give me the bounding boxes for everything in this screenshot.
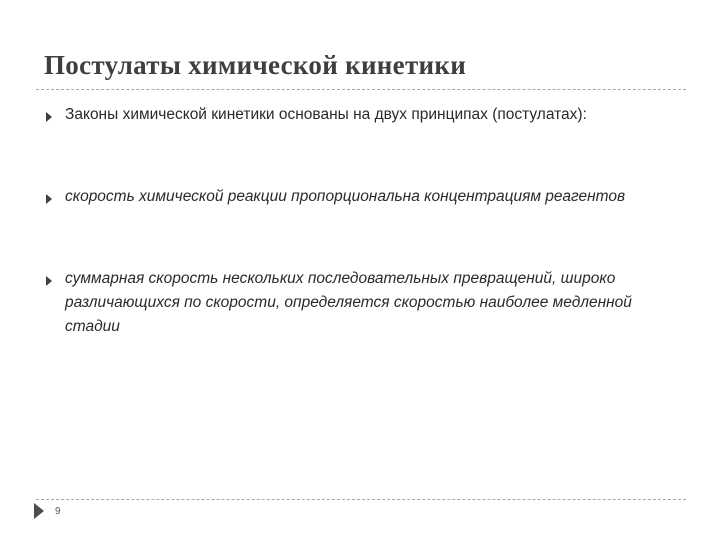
page-number: 9 [55,506,61,517]
bullet-text: Законы химической кинетики основаны на двух принципах (постулатах): [65,106,587,123]
bullet-text: суммарная скорость нескольких последовательных превращений, широко различающихся по скорости, определяется скоростью наиболее медленной стадии [65,270,632,335]
corner-triangle-icon [34,503,44,519]
bullet-text: скорость химической реакции пропорциональна концентрациям реагентов [65,188,626,205]
slide-title: Постулаты химической кинетики [44,50,467,80]
bullet-triangle-icon [46,194,52,204]
bullet-triangle-icon [46,112,52,122]
bullet-triangle-icon [46,276,52,286]
top-divider [36,89,686,90]
bottom-divider [36,499,686,500]
